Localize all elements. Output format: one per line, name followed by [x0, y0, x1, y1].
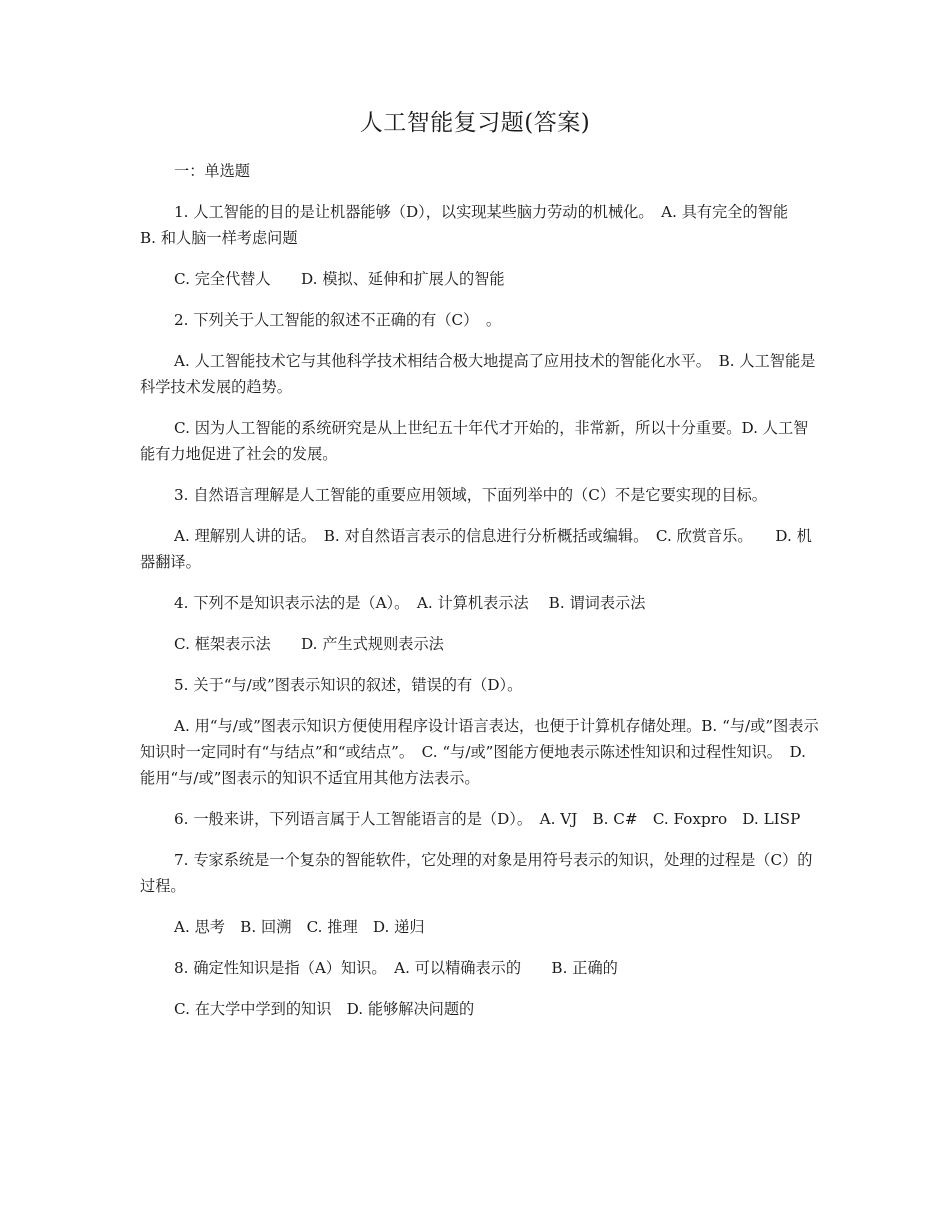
paragraph-q7: 7. 专家系统是一个复杂的智能软件，它处理的对象是用符号表示的知识，处理的过程是（C）的过程。 — [140, 851, 813, 895]
document-body — [140, 158, 820, 1037]
paragraph-q6: 6. 一般来讲，下列语言属于人工智能语言的是（D）。 A. VJ B. C# C. Foxpro D. LISP — [174, 810, 801, 828]
paragraph-q4: 4. 下列不是知识表示法的是（A）。 A. 计算机表示法 B. 谓词表示法 — [174, 594, 646, 612]
paragraph-q4-options: C. 框架表示法 D. 产生式规则表示法 — [174, 635, 444, 653]
paragraph-q2-options-ab: A. 人工智能技术它与其他科学技术相结合极大地提高了应用技术的智能化水平。 B. 人工智能是科学技术发展的趋势。 — [140, 352, 816, 396]
paragraph-q1: 1. 人工智能的目的是让机器能够（D），以实现某些脑力劳动的机械化。 A. 具有完全的智能 B. 和人脑一样考虑问题 — [140, 203, 809, 247]
paragraph-q3: 3. 自然语言理解是人工智能的重要应用领域，下面列举中的（C）不是它要实现的目标。 — [174, 486, 767, 504]
paragraph-q7-options: A. 思考 B. 回溯 C. 推理 D. 递归 — [174, 918, 425, 936]
paragraph-q1-options: C. 完全代替人 D. 模拟、延伸和扩展人的智能 — [174, 270, 505, 288]
paragraph-q8: 8. 确定性知识是指（A）知识。 A. 可以精确表示的 B. 正确的 — [174, 959, 618, 977]
document-title: 人工智能复习题(答案) — [359, 110, 591, 136]
paragraph-q5-options: A. 用“与/或”图表示知识方便使用程序设计语言表达，也便于计算机存储处理。B. “与/或”图表示知识时一定同时有“与结点”和“或结点”。 C. “与/或”图能方便地表示陈述性知识和过程性知识。 D. 能用“与/或”图表示的知识不适宜用其他方法表示。 — [140, 717, 819, 787]
paragraph-q2-options-cd: C. 因为人工智能的系统研究是从上世纪五十年代才开始的，非常新，所以十分重要。D. 人工智能有力地促进了社会的发展。 — [140, 419, 809, 463]
section-heading: 一：单选题 — [174, 162, 250, 180]
paragraph-q5: 5. 关于“与/或”图表示知识的叙述，错误的有（D）。 — [174, 676, 523, 694]
paragraph-q2: 2. 下列关于人工智能的叙述不正确的有（C） 。 — [174, 311, 502, 329]
paragraph-q8-options: C. 在大学中学到的知识 D. 能够解决问题的 — [174, 1000, 475, 1018]
paragraph-q3-options: A. 理解别人讲的话。 B. 对自然语言表示的信息进行分析概括或编辑。 C. 欣赏音乐。 D. 机器翻译。 — [140, 527, 812, 571]
